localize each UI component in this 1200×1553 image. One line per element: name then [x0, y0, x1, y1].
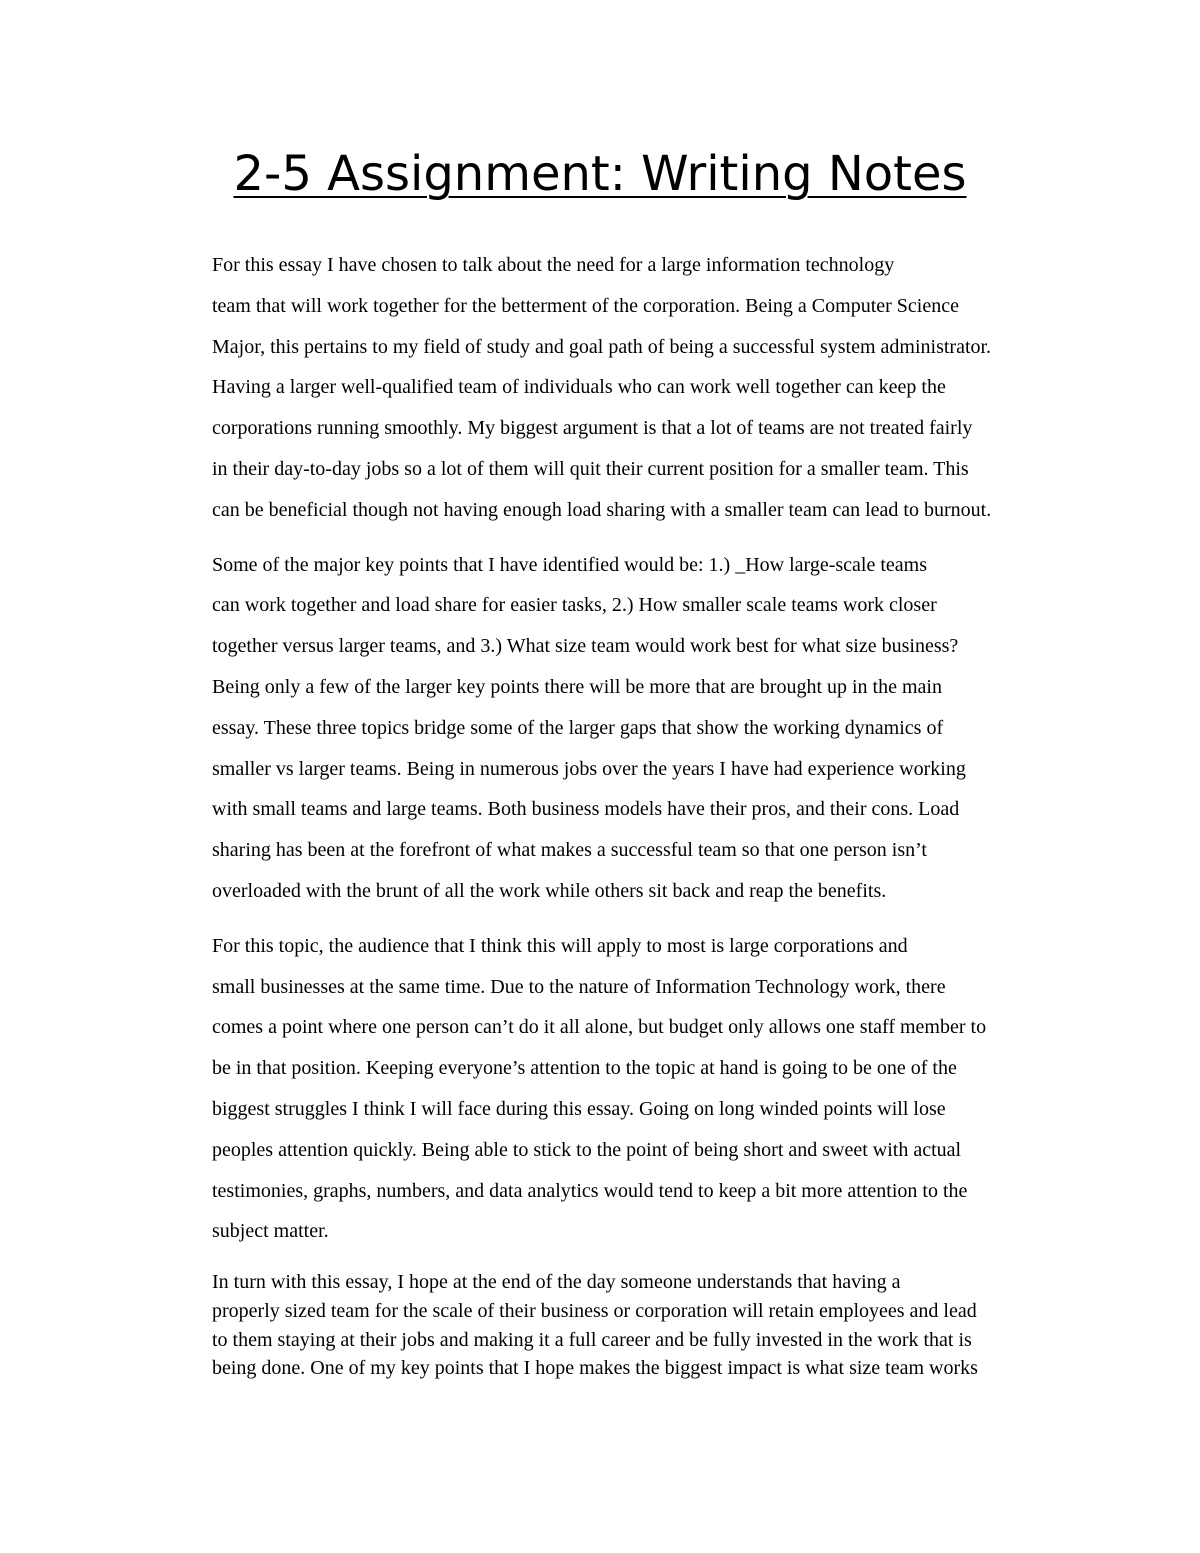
- paragraph-line: subject matter.: [212, 1220, 329, 1243]
- paragraph-2: [140, 545, 1060, 912]
- paragraph-line: team that will work together for the betterment of the corporation. Being a Computer Science: [212, 294, 959, 317]
- paragraph-line: Being only a few of the larger key points there will be more that are brought up in the main: [212, 675, 942, 698]
- paragraph-line: Having a larger well-qualified team of individuals who can work well together can keep the: [212, 376, 946, 399]
- paragraph-line: corporations running smoothly. My biggest argument is that a lot of teams are not treated fairly: [212, 417, 973, 440]
- paragraph-line: can work together and load share for easier tasks, 2.) How smaller scale teams work closer: [212, 594, 937, 617]
- essay-body-double-spaced: [140, 245, 1060, 1266]
- paragraph-line: to them staying at their jobs and making it a full career and be fully invested in the work that is: [212, 1328, 972, 1351]
- paragraph-line: in their day-to-day jobs so a lot of them will quit their current position for a smaller team. This: [212, 457, 969, 480]
- paragraph-line: For this topic, the audience that I think this will apply to most is large corporations and: [212, 934, 908, 957]
- paragraph-line: Some of the major key points that I have identified would be: 1.) _How large-scale teams: [212, 553, 927, 576]
- paragraph-line: peoples attention quickly. Being able to stick to the point of being short and sweet with actual: [212, 1138, 962, 1161]
- paragraph-line: smaller vs larger teams. Being in numerous jobs over the years I have had experience working: [212, 757, 966, 780]
- paragraph-line: properly sized team for the scale of their business or corporation will retain employees and lead: [212, 1299, 977, 1322]
- paragraph-line: In turn with this essay, I hope at the end of the day someone understands that having a: [212, 1271, 901, 1293]
- paragraph-line: being done. One of my key points that I hope makes the biggest impact is what size team works: [212, 1357, 978, 1380]
- essay-body-single-spaced: [140, 1268, 1060, 1383]
- paragraph-line: testimonies, graphs, numbers, and data analytics would tend to keep a bit more attention to the: [212, 1179, 968, 1202]
- paragraph-line: small businesses at the same time. Due to the nature of Information Technology work, there: [212, 975, 946, 998]
- paragraph-1: [140, 245, 1060, 531]
- paragraph-line: overloaded with the brunt of all the work while others sit back and reap the benefits.: [212, 879, 887, 902]
- paragraph-line: sharing has been at the forefront of what makes a successful team so that one person isn’t: [212, 839, 927, 862]
- paragraph-line: comes a point where one person can’t do it all alone, but budget only allows one staff member to: [212, 1016, 987, 1039]
- paragraph-line: For this essay I have chosen to talk about the need for a large information technology: [212, 254, 895, 276]
- paragraph-3: [140, 926, 1060, 1252]
- paragraph-4: [140, 1268, 1060, 1383]
- paragraph-line: can be beneficial though not having enough load sharing with a smaller team can lead to burnout.: [212, 498, 992, 521]
- paragraph-line: be in that position. Keeping everyone’s attention to the topic at hand is going to be one of the: [212, 1057, 957, 1080]
- document-title: [0, 138, 1200, 210]
- paragraph-line: Major, this pertains to my field of study and goal path of being a successful system administrator.: [212, 335, 992, 358]
- paragraph-line: biggest struggles I think I will face during this essay. Going on long winded points will lose: [212, 1097, 946, 1120]
- paragraph-line: together versus larger teams, and 3.) What size team would work best for what size business?: [212, 635, 959, 658]
- paragraph-line: essay. These three topics bridge some of the larger gaps that show the working dynamics of: [212, 716, 944, 739]
- document-title-text: 2-5 Assignment: Writing Notes: [233, 146, 967, 202]
- paragraph-line: with small teams and large teams. Both business models have their pros, and their cons. Load: [212, 798, 960, 821]
